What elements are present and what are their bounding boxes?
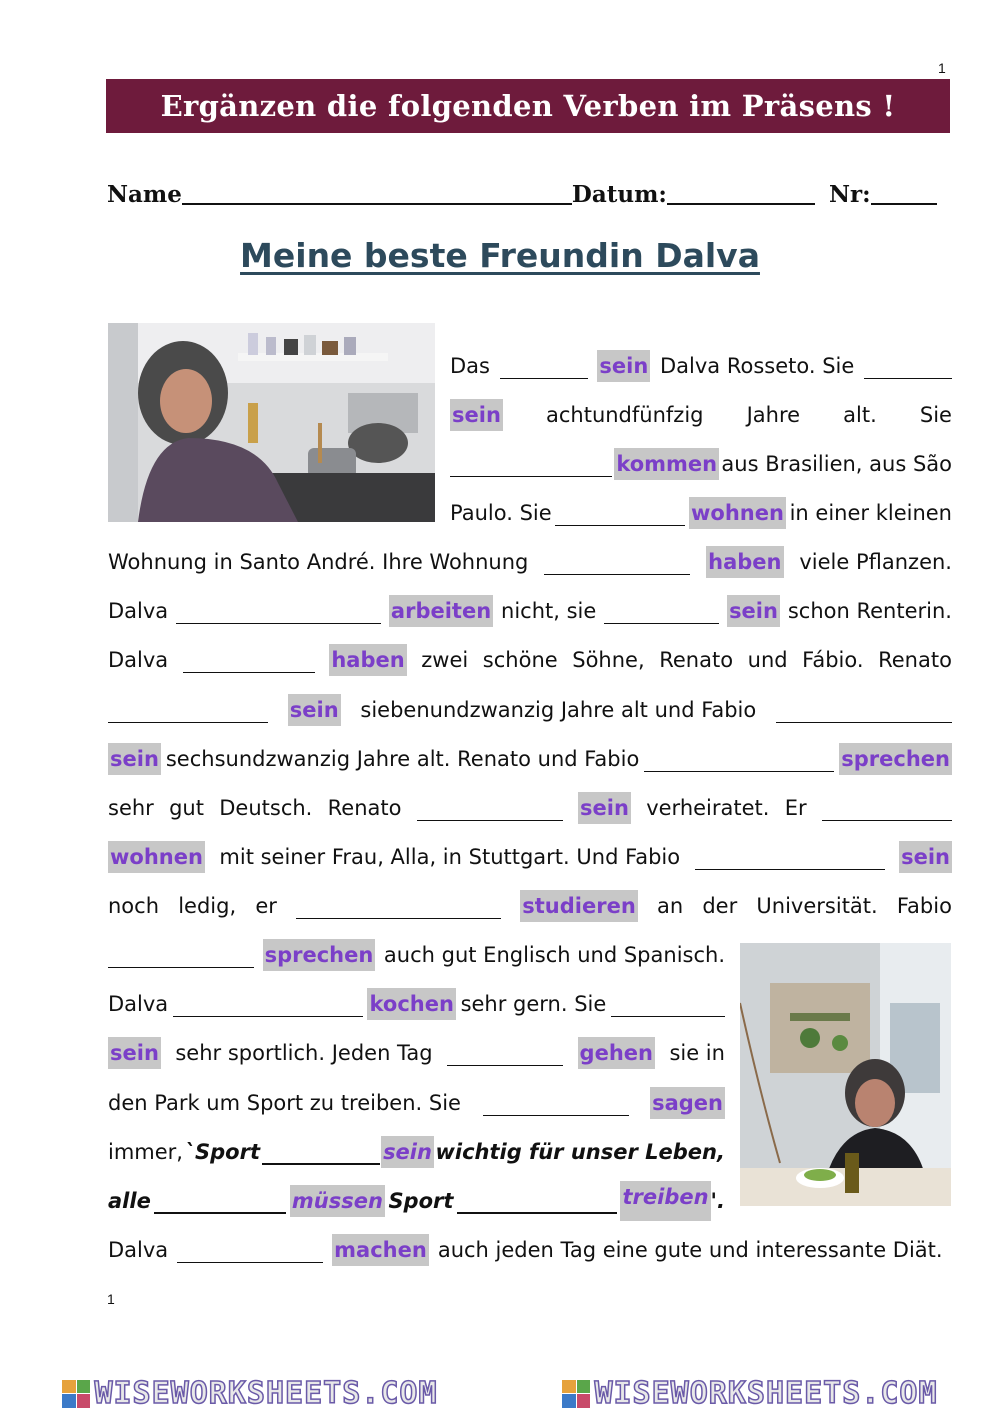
- text: `Sport: [184, 1140, 260, 1164]
- verb-hint: sein: [381, 1136, 434, 1168]
- story-line: [450, 346, 952, 386]
- text: auch jeden Tag eine gute und interessante Diät.: [437, 1238, 943, 1262]
- story-line: [108, 886, 952, 926]
- story-line: [108, 984, 725, 1024]
- answer-blank[interactable]: [776, 698, 952, 723]
- text: sie in: [669, 1041, 725, 1065]
- text: schon Renterin.: [787, 599, 952, 623]
- text: sechsundzwanzig Jahre alt. Renato und Fabio: [165, 747, 640, 771]
- verb-hint: sein: [727, 595, 780, 627]
- story-line: [108, 1181, 725, 1221]
- instruction-banner: [106, 79, 950, 133]
- text: Jahre: [746, 403, 801, 427]
- answer-blank[interactable]: [262, 1139, 380, 1165]
- instruction-title: Ergänzen die folgenden Verben im Präsens !: [160, 89, 896, 123]
- text: Dalva: [108, 648, 169, 672]
- answer-blank[interactable]: [644, 747, 834, 772]
- text: Renato: [327, 796, 402, 820]
- page-number-top: 1: [938, 60, 946, 76]
- text: Sie: [919, 403, 952, 427]
- text: alt.: [843, 403, 877, 427]
- text: Sport: [388, 1189, 454, 1213]
- verb-hint: sein: [288, 694, 341, 726]
- text: viele Pflanzen.: [799, 550, 952, 574]
- answer-blank[interactable]: [154, 1188, 286, 1214]
- photo-balcony: [740, 943, 951, 1206]
- verb-hint: treiben: [620, 1181, 710, 1221]
- nr-label: Nr:: [828, 181, 871, 208]
- verb-hint: haben: [706, 546, 783, 578]
- story-line: [108, 640, 952, 680]
- text: ledig,: [178, 894, 237, 918]
- story-line: [450, 444, 952, 484]
- verb-hint: kochen: [367, 988, 455, 1020]
- name-label: Name: [107, 181, 182, 208]
- text: gut: [169, 796, 204, 820]
- verb-hint: sagen: [650, 1087, 725, 1119]
- answer-blank[interactable]: [483, 1091, 629, 1116]
- answer-blank[interactable]: [555, 501, 685, 526]
- text: den Park um Sport zu treiben. Sie: [108, 1091, 461, 1115]
- text: mit seiner Frau, Alla, in Stuttgart. Und Fabio: [219, 845, 681, 869]
- text: immer,: [108, 1140, 183, 1164]
- text: Fábio.: [802, 648, 864, 672]
- text: noch: [108, 894, 160, 918]
- answer-blank[interactable]: [544, 550, 690, 575]
- answer-blank[interactable]: [296, 894, 501, 919]
- story-line: [108, 739, 952, 779]
- answer-blank[interactable]: [177, 1238, 323, 1263]
- text: aus Brasilien, aus São: [721, 452, 952, 476]
- verb-hint: arbeiten: [389, 595, 493, 627]
- text: nicht, sie: [501, 599, 597, 623]
- date-label: Datum:: [571, 181, 667, 208]
- text: Renato: [659, 648, 734, 672]
- answer-blank[interactable]: [611, 992, 725, 1017]
- verb-hint: sein: [597, 350, 650, 382]
- answer-blank[interactable]: [822, 796, 952, 821]
- date-field[interactable]: [667, 181, 815, 205]
- text: Dalva: [108, 599, 169, 623]
- answer-blank[interactable]: [173, 992, 363, 1017]
- page-number-bottom: 1: [107, 1291, 115, 1307]
- verb-hint: sein: [108, 743, 161, 775]
- text: Universität.: [756, 894, 878, 918]
- text: Dalva: [108, 1238, 169, 1262]
- story-line: [108, 837, 952, 877]
- answer-blank[interactable]: [450, 452, 612, 477]
- text: Fabio: [896, 894, 952, 918]
- brand-text: WISEWORKSHEETS.COM: [94, 1376, 438, 1411]
- text: Dalva Rosseto. Sie: [659, 354, 855, 378]
- name-field[interactable]: [182, 181, 572, 205]
- brand-icon: [562, 1380, 590, 1408]
- text: an: [656, 894, 684, 918]
- nr-field[interactable]: [871, 181, 937, 205]
- brand-logo-2: [562, 1376, 937, 1411]
- brand-text: WISEWORKSHEETS.COM: [594, 1376, 938, 1411]
- photo-kitchen: [108, 323, 435, 522]
- verb-hint: sein: [450, 399, 503, 431]
- story-line: [108, 1132, 725, 1172]
- text: sehr sportlich. Jeden Tag: [175, 1041, 433, 1065]
- verb-hint: wohnen: [108, 841, 205, 873]
- answer-blank[interactable]: [176, 599, 381, 624]
- story-line: [108, 542, 952, 582]
- verb-hint: kommen: [614, 448, 719, 480]
- answer-blank[interactable]: [108, 943, 254, 968]
- text: alle: [108, 1189, 151, 1213]
- answer-blank[interactable]: [457, 1188, 617, 1214]
- verb-hint: wohnen: [689, 497, 786, 529]
- answer-blank[interactable]: [417, 796, 563, 821]
- text: Das: [450, 354, 490, 378]
- story-line: [450, 493, 952, 533]
- text: verheiratet.: [646, 796, 770, 820]
- text: siebenundzwanzig Jahre alt und Fabio: [360, 698, 757, 722]
- text: zwei: [421, 648, 469, 672]
- student-info-line: [107, 181, 952, 208]
- text: schöne: [482, 648, 558, 672]
- answer-blank[interactable]: [183, 648, 315, 673]
- verb-hint: sein: [108, 1037, 161, 1069]
- verb-hint: sprechen: [839, 743, 952, 775]
- text: Deutsch.: [219, 796, 313, 820]
- answer-blank[interactable]: [695, 845, 885, 870]
- story-line: [108, 690, 952, 730]
- brand-icon: [62, 1380, 90, 1408]
- answer-blank[interactable]: [108, 698, 268, 723]
- text: sehr gern. Sie: [460, 992, 607, 1016]
- text: und: [747, 648, 788, 672]
- verb-hint: sprechen: [263, 939, 376, 971]
- verb-hint: studieren: [520, 890, 638, 922]
- text: wichtig für unser Leben,: [435, 1140, 725, 1164]
- verb-hint: machen: [332, 1234, 429, 1266]
- text: achtundfünfzig: [545, 403, 704, 427]
- verb-hint: haben: [329, 644, 406, 676]
- story-line: [108, 1083, 725, 1123]
- text: Söhne,: [572, 648, 645, 672]
- answer-blank[interactable]: [500, 354, 588, 379]
- text: Paulo. Sie: [450, 501, 552, 525]
- story-title: Meine beste Freundin Dalva: [240, 236, 760, 275]
- story-line: [450, 395, 952, 435]
- story-line: [108, 788, 952, 828]
- text: er: [255, 894, 277, 918]
- verb-hint: gehen: [578, 1037, 655, 1069]
- text: Dalva: [108, 992, 169, 1016]
- verb-hint: sein: [899, 841, 952, 873]
- verb-hint: müssen: [290, 1185, 385, 1217]
- text: der: [702, 894, 738, 918]
- answer-blank[interactable]: [447, 1041, 563, 1066]
- text: Er: [784, 796, 807, 820]
- story-line: [108, 1230, 952, 1270]
- brand-logo-1: [62, 1376, 437, 1411]
- text: Renato: [878, 648, 952, 672]
- text: Wohnung in Santo André. Ihre Wohnung: [108, 550, 529, 574]
- answer-blank[interactable]: [604, 599, 719, 624]
- verb-hint: sein: [578, 792, 631, 824]
- story-line: [108, 591, 952, 631]
- text: sehr: [108, 796, 154, 820]
- footer-watermark: [0, 1374, 1000, 1413]
- text: auch gut Englisch und Spanisch.: [383, 943, 725, 967]
- story-line: [108, 1033, 725, 1073]
- text: '.: [710, 1189, 725, 1213]
- answer-blank[interactable]: [864, 354, 952, 379]
- story-line: [108, 935, 725, 975]
- text: in einer kleinen: [789, 501, 952, 525]
